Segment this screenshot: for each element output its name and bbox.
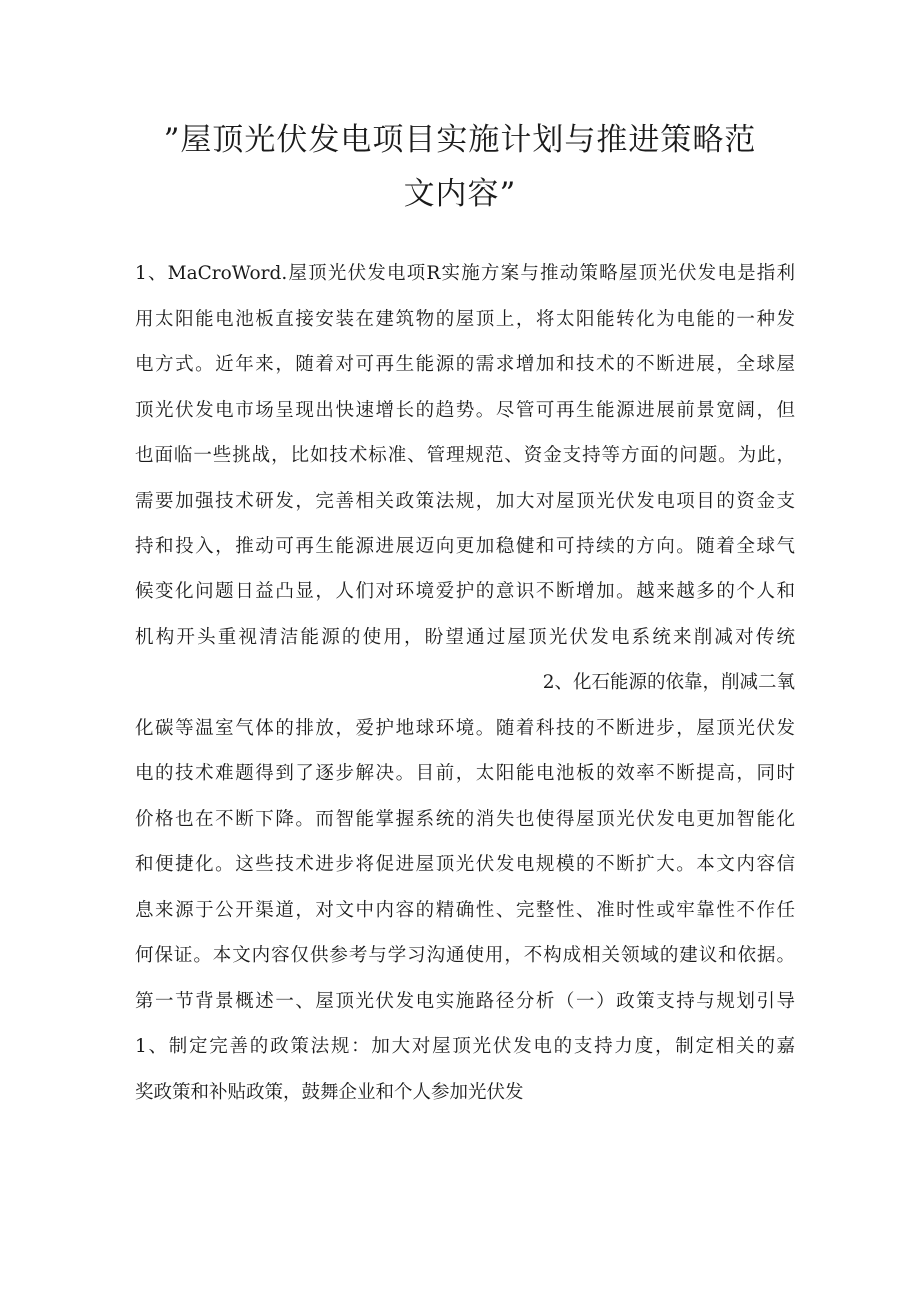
body-line: 顶光伏发电市场呈现出快速增长的趋势。尽管可再生能源进展前景宽阔，但 (135, 400, 795, 421)
body-line: 用太阳能电池板直接安装在建筑物的屋顶上，将太阳能转化为电能的一种发 (135, 309, 795, 330)
body-line: 候变化问题日益凸显，人们对环境爱护的意识不断增加。越来越多的个人和 (135, 581, 795, 602)
body-line: 息来源于公开渠道，对文中内容的精确性、完整性、准时性或牢靠性不作任 (135, 900, 795, 921)
body-line: 价格也在不断下降。而智能掌握系统的消失也使得屋顶光伏发电更加智能化 (135, 809, 795, 830)
body-line: 电方式。近年来，随着对可再生能源的需求增加和技术的不断进展，全球屋 (135, 354, 795, 375)
body-line: 需要加强技术研发，完善相关政策法规，加大对屋顶光伏发电项目的资金支 (135, 491, 795, 512)
body-line: 持和投入，推动可再生能源进展迈向更加稳健和可持续的方向。随着全球气 (135, 536, 795, 557)
body-line: 化碳等温室气体的排放，爱护地球环境。随着科技的不断进步，屋顶光伏发 (135, 718, 795, 739)
body-line-section-2: 2、化石能源的依靠，削减二氧 (542, 672, 795, 693)
body-line: 1、MaCroWord.屋顶光伏发电项R实施方案与推动策略屋顶光伏发电是指利 (135, 263, 795, 284)
body-line: 也面临一些挑战，比如技术标准、管理规范、资金支持等方面的问题。为此， (135, 445, 795, 466)
document-title-line-2: 文内容” (403, 176, 517, 212)
document-title-line-1: ”屋顶光伏发电项目实施计划与推进策略范 (163, 122, 757, 158)
body-line: 1、制定完善的政策法规：加大对屋顶光伏发电的支持力度，制定相关的嘉 (135, 1036, 795, 1057)
body-line: 和便捷化。这些技术进步将促进屋顶光伏发电规模的不断扩大。本文内容信 (135, 854, 795, 875)
body-line: 奖政策和补贴政策，鼓舞企业和个人参加光伏发 (135, 1082, 524, 1103)
body-line: 电的技术难题得到了逐步解决。目前，太阳能电池板的效率不断提高，同时 (135, 763, 795, 784)
body-line: 何保证。本文内容仅供参考与学习沟通使用，不构成相关领域的建议和依据。 (135, 945, 795, 966)
body-line: 机构开头重视清洁能源的使用，盼望通过屋顶光伏发电系统来削减对传统 (135, 627, 795, 648)
section-heading-line: 第一节背景概述一、屋顶光伏发电实施路径分析（一）政策支持与规划引导 (135, 991, 795, 1012)
